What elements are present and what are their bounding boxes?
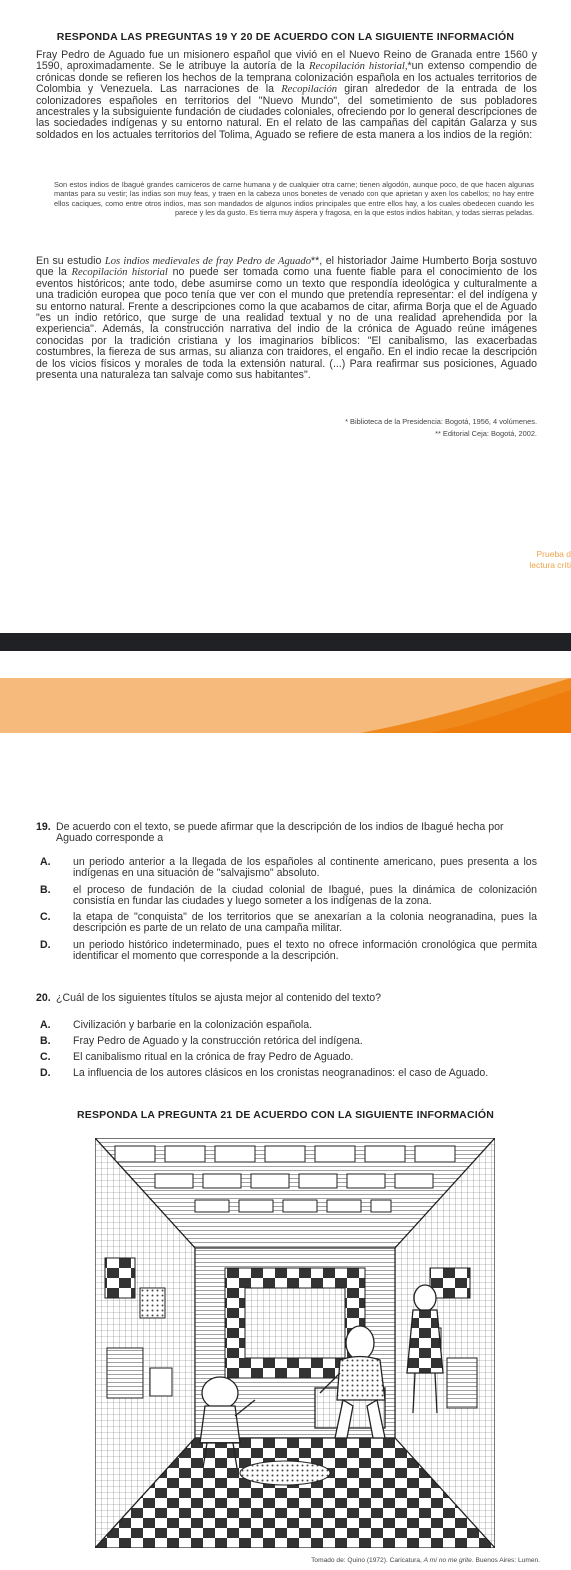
option-letter: D.: [40, 939, 51, 951]
aguado-quote: Son estos indios de Ibagué grandes carniceros de carne humana y de cualquier otra carne; tienen algodón, aunque poco, de que hacen algunas mantas para su vestir; las indias son muy feas, y traen en la cabeza unos bonetes de venado con que aprietan y axen los cabellos; no hay entre ellos caciques, como entre otros indios, mas son mandados de algunos indios principales que entre ellos hay, a los cuales obedecen cuando les parece y les da gusto. Es tierra muy áspera y fragosa, en la que estos indios habitan, y todas sierras peladas.: [54, 180, 534, 218]
footnote-2: ** Editorial Ceja: Bogotá, 2002.: [435, 429, 537, 438]
question-20: [36, 993, 537, 1004]
quino-cartoon-illustration: [95, 1138, 495, 1548]
option-text: Fray Pedro de Aguado y la construcción retórica del indígena.: [73, 1035, 363, 1047]
question-text: ¿Cuál de los siguientes títulos se ajusta mejor al contenido del texto?: [56, 992, 382, 1004]
q19-option-b[interactable]: [40, 885, 537, 908]
q20-option-b[interactable]: [40, 1036, 537, 1047]
q20-option-c[interactable]: [40, 1052, 537, 1063]
orange-divider-band: [0, 678, 571, 733]
option-text: un periodo anterior a la llegada de los españoles al continente americano, pues presenta a los indígenas en una situación de "salvajismo" absoluto.: [73, 856, 537, 880]
option-text: la etapa de "conquista" de los territorios que se anexarían a la colonia neogranadina, pues la descripción es parte de un relato de una campaña militar.: [73, 911, 537, 935]
question-number: 19.: [36, 821, 51, 833]
option-text: el proceso de fundación de la ciudad colonial de Ibagué, pues la dinámica de colonización consistía en fundar las ciudades y luego someter a los indígenas de la zona.: [73, 884, 537, 908]
q20-option-a[interactable]: [40, 1020, 537, 1031]
question-19: [36, 822, 537, 845]
q19-option-c[interactable]: [40, 912, 537, 935]
option-letter: B.: [40, 884, 51, 896]
section-header-19-20: RESPONDA LAS PREGUNTAS 19 Y 20 DE ACUERDO CON LA SIGUIENTE INFORMACIÓN: [56, 31, 515, 43]
option-text: La influencia de los autores clásicos en los cronistas neogranadinos: el caso de Aguado.: [73, 1067, 489, 1079]
option-text: El canibalismo ritual en la crónica de fray Pedro de Aguado.: [73, 1051, 354, 1063]
intro-paragraph: Fray Pedro de Aguado fue un misionero español que vivió en el Nuevo Reino de Granada entre 1560 y 1590, aproximadamente. Se le atribuye la autoría de la Recopilación historial,*un extenso compendio de crónicas donde se refieren los hechos de la temprana colonización española en los actuales territorios de Colombia y Venezuela. Las narraciones de la Recopilación giran alrededor de la entrada de los colonizadores españoles en territorios del "Nuevo Mundo", del sometimiento de sus pobladores ancestrales y la subsiguiente fundación de ciudades coloniales, ofreciendo por lo general descripciones de las sociedades indígenas y su entorno natural. En el relato de las campañas del capitán Galarza y sus soldados en los actuales territorios del Tolima, Aguado se refiere de esta manera a los indios de la región:: [36, 49, 537, 141]
option-letter: C.: [40, 911, 51, 923]
option-letter: A.: [40, 856, 51, 868]
side-label-lectura: lectura críti: [529, 560, 571, 570]
question-text: De acuerdo con el texto, se puede afirmar que la descripción de los indios de Ibagué hecha por Aguado corresponde a: [56, 821, 504, 845]
section-header-21: RESPONDA LA PREGUNTA 21 DE ACUERDO CON LA SIGUIENTE INFORMACIÓN: [76, 1109, 495, 1121]
option-letter: B.: [40, 1035, 51, 1047]
option-text: Civilización y barbarie en la colonización española.: [73, 1019, 313, 1031]
option-letter: D.: [40, 1067, 51, 1079]
orange-swoosh: [0, 678, 571, 733]
dark-divider-band: [0, 633, 571, 651]
option-text: un periodo histórico indeterminado, pues el texto no ofrece información cronológica que permita identificar el momento que corresponde a la descripción.: [73, 939, 537, 963]
option-letter: C.: [40, 1051, 51, 1063]
cartoon-caption: Tomado de: Quino (1972). Caricatura, A mí no me grite. Buenos Aires: Lumen.: [311, 1557, 540, 1564]
footnote-1: * Biblioteca de la Presidencia: Bogotá, 1956, 4 volúmenes.: [345, 417, 537, 426]
question-number: 20.: [36, 992, 51, 1004]
q19-option-d[interactable]: [40, 940, 537, 963]
q19-option-a[interactable]: [40, 857, 537, 880]
option-letter: A.: [40, 1019, 51, 1031]
side-label-prueba: Prueba d: [536, 549, 571, 559]
analysis-paragraph: En su estudio Los indios medievales de fray Pedro de Aguado**, el historiador Jaime Humberto Borja sostuvo que la Recopilación historial no puede ser tomada como una fuente fiable para el conocimiento de los eventos históricos; ante todo, debe asumirse como un texto que respondía ideológica y culturalmente a una tradición europea que poco tenía que ver con el mundo que pretendía representar: el del indígena y su entorno natural. Frente a descripciones como la que acabamos de citar, afirma Borja que el de Aguado "es un indio retórico, que surge de una realidad textual y no de una realidad aprehendida por la experiencia". Además, la construcción narrativa del indio de la crónica de Aguado reúne imágenes conocidas por la tradición cristiana y los imaginarios bíblicos: "El canibalismo, las exacerbadas costumbres, la fiereza de sus armas, su alianza con traidores, el engaño. En el indio recae la descripción de los vicios físicos y morales de toda la extensión natural. (...) Para reafirmar sus posiciones, Aguado presenta una naturaleza tan salvaje como sus habitantes".: [36, 255, 538, 382]
q20-option-d[interactable]: [40, 1068, 537, 1079]
